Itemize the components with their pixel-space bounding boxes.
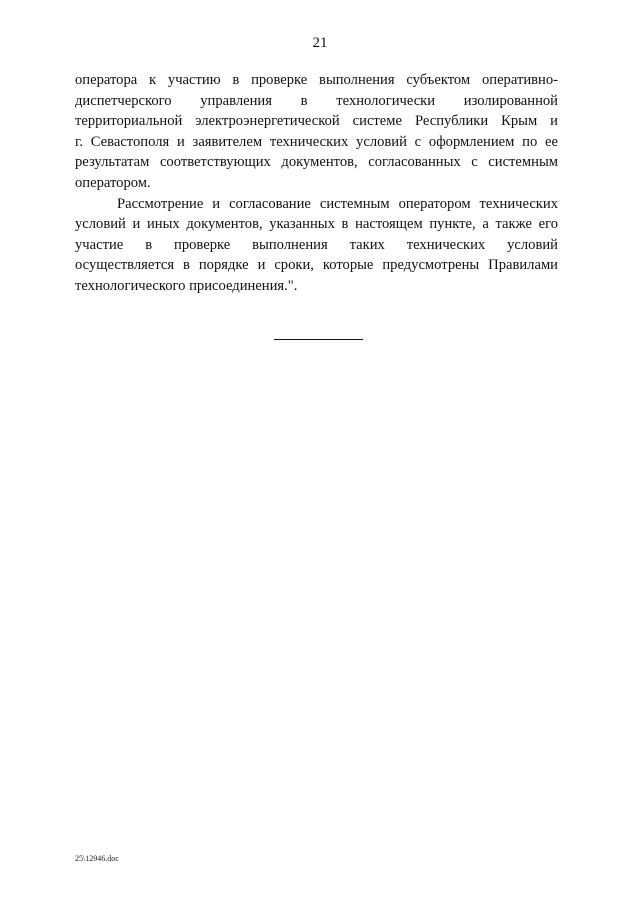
text-line: диспетчерского управления в технологически изолированной (75, 92, 558, 109)
text-line: осуществляется в порядке и сроки, которые предусмотрены Правилами (75, 257, 558, 274)
text-line: оператора к участию в проверке выполнения субъектом оперативно- (75, 72, 558, 88)
paragraph-2 (75, 194, 558, 297)
page-number: 21 (312, 35, 328, 51)
end-separator-line (274, 339, 363, 340)
text-line: условий и иных документов, указанных в настоящем пункте, а также его (75, 216, 558, 233)
text-line: участие в проверке выполнения таких технических условий (75, 236, 558, 253)
text-line: территориальной электроэнергетической системе Республики Крым и (75, 113, 558, 130)
text-line: оператором. (75, 174, 151, 191)
text-line: результатам соответствующих документов, согласованных с системным (75, 154, 558, 171)
text-line: г. Севастополя и заявителем технических условий с оформлением по ее (75, 133, 558, 150)
paragraph-1 (75, 70, 558, 194)
text-line: технологического присоединения.". (75, 277, 298, 294)
document-file-id: 25\12946.doc (75, 854, 119, 863)
text-line: Рассмотрение и согласование системным оператором технических (117, 195, 558, 212)
document-body (75, 70, 558, 297)
